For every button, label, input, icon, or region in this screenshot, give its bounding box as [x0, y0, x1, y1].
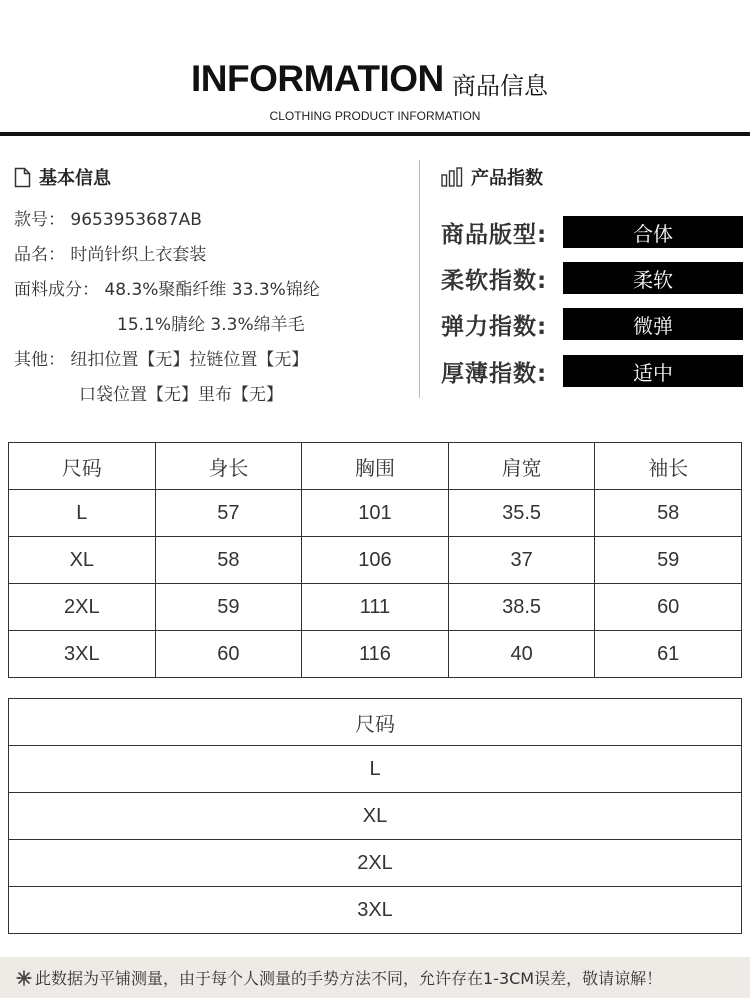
table-header-cell: 身长	[155, 443, 302, 490]
table-header-cell: 尺码	[9, 443, 156, 490]
page-title-en: INFORMATION	[191, 58, 444, 99]
table-cell: 58	[595, 490, 742, 537]
index-value: 柔软	[563, 262, 743, 294]
page-subtitle: CLOTHING PRODUCT INFORMATION	[269, 109, 481, 123]
table-cell: 60	[595, 584, 742, 631]
section-divider	[419, 160, 420, 398]
table-cell: 40	[448, 631, 595, 678]
table-cell: 3XL	[9, 887, 742, 934]
table-cell: XL	[9, 793, 742, 840]
info-line-other-cont: 口袋位置【无】里布【无】	[79, 385, 283, 405]
table-cell: 57	[155, 490, 302, 537]
table-cell: 106	[302, 537, 449, 584]
table-cell: 2XL	[9, 840, 742, 887]
page-title-cn: 商品信息	[452, 72, 548, 100]
table-row	[9, 584, 742, 631]
index-value: 合体	[563, 216, 743, 248]
table-header-row	[9, 443, 742, 490]
table-cell: L	[9, 490, 156, 537]
footer-note	[0, 957, 750, 998]
table-cell: 61	[595, 631, 742, 678]
table-cell: 101	[302, 490, 449, 537]
size-list-table	[8, 698, 742, 934]
info-line-name: 品名： 时尚针织上衣套装	[14, 245, 207, 265]
index-row-softness	[441, 262, 743, 294]
footer-note-text: 此数据为平铺测量，由于每个人测量的手势方法不同，允许存在1-3CM误差，敬请谅解！	[35, 969, 663, 988]
index-label: 柔软指数:	[441, 267, 548, 294]
header	[0, 0, 750, 140]
table-cell: L	[9, 746, 742, 793]
header-rule	[0, 132, 750, 136]
table-cell: 37	[448, 537, 595, 584]
index-row-fit	[441, 216, 743, 248]
table-cell: 111	[302, 584, 449, 631]
table-cell: 58	[155, 537, 302, 584]
table-cell: 59	[595, 537, 742, 584]
info-line-other: 其他： 纽扣位置【无】拉链位置【无】	[14, 350, 309, 370]
index-row-thickness	[441, 355, 743, 387]
table-row	[9, 746, 742, 793]
table-row	[9, 840, 742, 887]
index-label: 厚薄指数:	[441, 360, 548, 387]
table-cell: 60	[155, 631, 302, 678]
index-row-elasticity	[441, 308, 743, 340]
table-cell: 116	[302, 631, 449, 678]
table-header-cell: 袖长	[595, 443, 742, 490]
table-row	[9, 490, 742, 537]
table-cell: 38.5	[448, 584, 595, 631]
table-header-row	[9, 699, 742, 746]
table-header-cell: 尺码	[9, 699, 742, 746]
basic-info-heading-text: 基本信息	[39, 168, 111, 189]
asterisk-note-icon	[15, 969, 33, 987]
table-row	[9, 793, 742, 840]
bar-chart-icon	[441, 167, 463, 187]
table-header-cell: 肩宽	[448, 443, 595, 490]
table-cell: 3XL	[9, 631, 156, 678]
table-cell: 59	[155, 584, 302, 631]
index-value: 微弹	[563, 308, 743, 340]
table-header-cell: 胸围	[302, 443, 449, 490]
table-row	[9, 631, 742, 678]
info-line-style-no: 款号： 9653953687AB	[14, 210, 202, 230]
index-label: 弹力指数:	[441, 313, 548, 340]
index-value: 适中	[563, 355, 743, 387]
table-row	[9, 537, 742, 584]
info-line-fabric-cont: 15.1%腈纶 3.3%绵羊毛	[117, 315, 305, 335]
product-index-heading-text: 产品指数	[471, 168, 543, 189]
table-cell: 35.5	[448, 490, 595, 537]
index-label: 商品版型:	[441, 221, 548, 248]
table-cell: 2XL	[9, 584, 156, 631]
product-index-heading	[441, 164, 543, 190]
table-cell: XL	[9, 537, 156, 584]
table-row	[9, 887, 742, 934]
basic-info-heading	[14, 164, 111, 190]
info-line-fabric: 面料成分： 48.3%聚酯纤维 33.3%锦纶	[14, 280, 320, 300]
document-icon	[14, 167, 31, 188]
size-table	[8, 442, 742, 678]
